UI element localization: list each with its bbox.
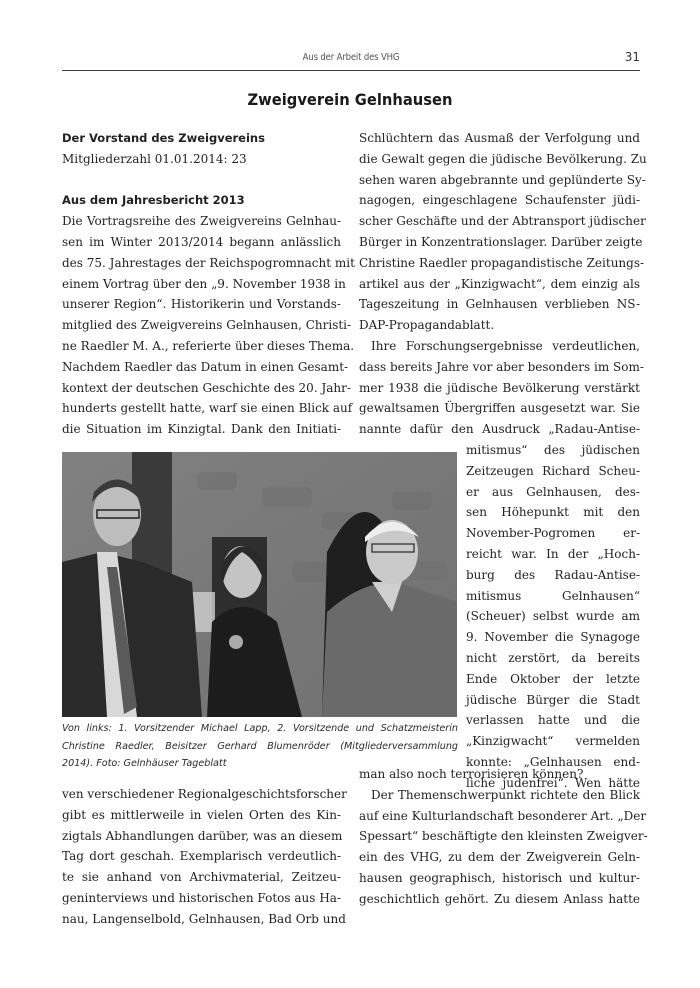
section-heading-vorstand: Der Vorstand des Zweigvereins [62,131,265,145]
body-paragraph [359,336,644,440]
text-line: mitismus“ des jüdischen [466,443,640,457]
photo-illustration [62,452,457,717]
text-line: Nachdem Raedler das Datum in einen Gesamt- [62,359,349,374]
text-line: verlassen hatte und die [466,713,640,728]
members-count: Mitgliederzahl 01.01.2014: 23 [62,151,247,166]
caption-line: Von links: 1. Vorsitzender Michael Lapp, 2. Vorsitzende und Schatzmeisterin [62,723,458,734]
text-line: ne Raedler M. A., referierte über dieses Thema. [62,338,355,353]
running-head [62,50,640,71]
text-line: artikel aus der „Kinzigwacht“, dem einzig als [359,276,640,291]
text-line: Die Vortragsreihe des Zweigvereins Gelnhau- [62,214,341,229]
article-title: Zweigverein Gelnhausen [247,90,453,109]
text-line: einem Vortrag über den „9. November 1938 in [62,276,346,291]
text-line: die Situation im Kinzigtal. Dank den Initiati- [62,422,341,437]
text-line: nau, Langenselbold, Gelnhausen, Bad Orb und [62,911,346,926]
text-line: auf eine Kulturlandschaft besonderer Art. „Der [359,808,647,823]
text-line: kontext der deutschen Geschichte des 20. Jahr- [62,380,351,395]
text-line: des 75. Jahrestages der Reichspogromnacht mit [62,255,355,270]
text-line: mitglied des Zweigvereins Gelnhausen, Christi- [62,318,352,333]
right-column-top [359,128,647,440]
text-line: nagogen, eingeschlagene Schaufenster jüdi- [359,193,640,208]
text-line: ein des VHG, zu dem der Zweigverein Geln- [359,850,640,865]
text-line: Schlüchtern das Ausmaß der Verfolgung und [359,131,640,145]
text-line: man also noch terrorisieren können? [359,767,584,781]
body-paragraph [359,128,647,336]
text-line: hunderts gestellt hatte, warf sie einen Blick auf [62,401,353,416]
text-line: sehen waren abgebrannte und geplünderte Sy- [359,172,646,187]
right-column-wraparound [466,440,640,794]
text-line: geschichtlich gehört. Zu diesem Anlass hatte [359,891,640,906]
text-line: 9. November die Synagoge [466,630,640,645]
group-photo [62,452,457,717]
text-line: nicht zerstört, da bereits [466,650,640,665]
text-line: Tag dort geschah. Exemplarisch verdeutlich- [62,849,341,864]
text-line: mer 1938 die jüdische Bevölkerung verstärkt [359,380,640,395]
section-heading-jahresbericht: Aus dem Jahresbericht 2013 [62,193,245,208]
text-line: November-Pogromen er- [466,526,640,541]
text-line: geninterviews und historischen Fotos aus Ha- [62,890,341,905]
text-line: er aus Gelnhausen, des- [466,484,640,499]
right-column-bottom [359,764,648,910]
text-line: Ende Oktober der letzte [466,671,640,686]
text-line: sen Höhepunkt mit den [466,505,640,520]
text-line: Christine Raedler propagandistische Zeitungs- [359,255,645,270]
caption-line: Christine Raedler, Beisitzer Gerhard Blumenröder (Mitgliederversammlung [62,740,458,752]
text-line: konnte: „Gelnhausen end- [466,754,640,769]
text-line: nannte dafür den Ausdruck „Radau-Antise- [359,422,640,437]
text-line: gibt es mittlerweile in vielen Orten des Kin- [62,807,341,822]
text-line: Ihre Forschungsergebnisse verdeutlichen, [371,338,640,353]
caption-line: 2014). Foto: Gelnhäuser Tageblatt [62,758,227,769]
text-line: dass bereits Jahre vor aber besonders im Som- [359,359,644,374]
text-line: „Kinzigwacht“ vermelden [466,734,640,749]
text-line: zigtals Abhandlungen darüber, was an diesem [62,828,343,843]
text-line: Tageszeitung in Gelnhausen verblieben NS- [359,297,640,312]
running-title: Aus der Arbeit des VHG [302,52,400,63]
page-number: 31 [624,50,640,64]
text-line: jüdische Bürger die Stadt [466,692,640,707]
text-line: DAP-Propagandablatt. [359,318,495,333]
text-line: Zeitzeugen Richard Scheu- [466,463,640,478]
text-line: te sie anhand von Archivmaterial, Zeitzeu- [62,870,341,885]
text-line: reicht war. In der „Hoch- [466,546,640,561]
left-column-top [62,128,355,440]
text-line: (Scheuer) selbst wurde am [466,609,640,624]
text-line: Spessart“ beschäftigte den kleinsten Zweigver- [359,829,648,844]
text-line: die Gewalt gegen die jüdische Bevölkerung. Zu [359,151,647,166]
text-line: hausen geographisch, historisch und kultur- [359,870,640,885]
text-line: unserer Region“. Historikerin und Vorstands- [62,297,341,312]
text-line: sen im Winter 2013/2014 begann anlässlich [62,234,341,249]
text-line: Der Themenschwerpunkt richtete den Blick [371,787,640,802]
text-line: scher Geschäfte und der Abtransport jüdischer [359,214,646,229]
text-line: Bürger in Konzentrationslager. Darüber zeigte [359,234,643,249]
text-line: liche judenfrei“. Wen hätte [466,775,640,790]
text-line: mitismus Gelnhausen“ [466,588,640,603]
text-line: ven verschiedener Regionalgeschichtsforscher [62,787,347,801]
text-line: gewaltsamen Übergriffen ausgesetzt war. Sie [359,401,640,416]
body-paragraph [62,211,355,440]
text-line: burg des Radau-Antise- [466,567,640,582]
left-column-bottom [62,784,347,930]
